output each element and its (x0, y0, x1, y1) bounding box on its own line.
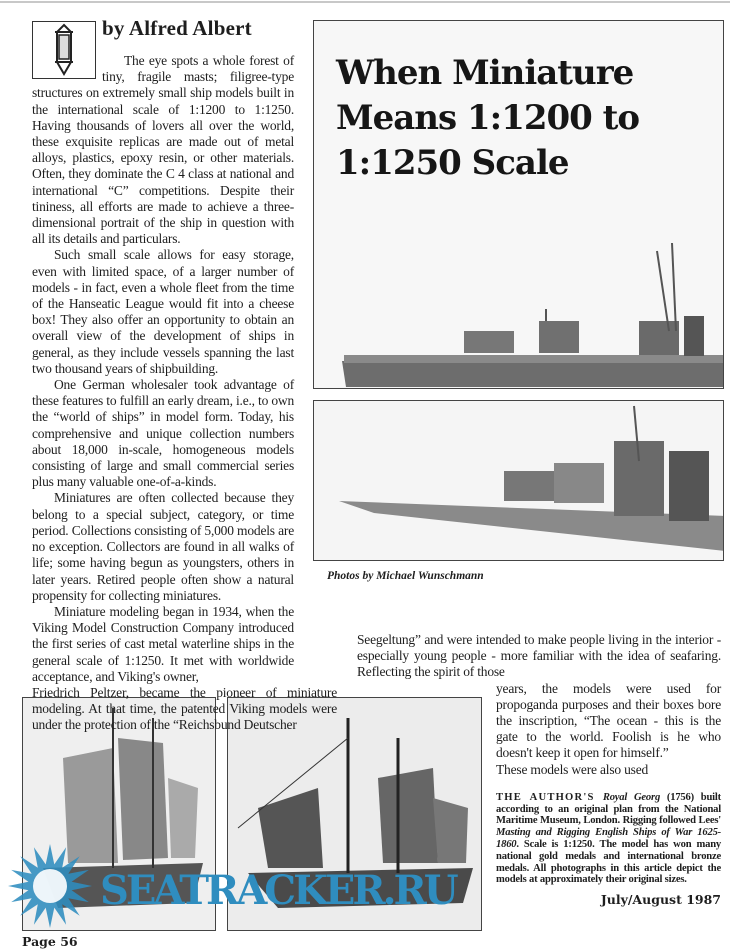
paragraph: One German wholesaler took advantage of these features to fulfill an early dream, i.e., to own the “world of ships” in model form. Today, his comprehensive and unique collection numbers about 18,000 in-scale, homogeneous models consisting of large and small commercial series plus many valuable one-of-a-kinds. (32, 377, 294, 490)
headline: When Miniature Means 1:1200 to 1:1250 Scale (336, 53, 640, 183)
page-number: Page 56 (22, 934, 78, 949)
photo-caption: THE AUTHOR'S Royal Georg (1756) built according to an original plan from the National Maritime Museum, London. Rigging followed Lees' Masting and Rigging English Ships of War 1625-1860. Scale is 1:1250. The model has won many national gold medals and international bronze medals. All photographs in this article depict the models at approximately their original sizes. (496, 791, 722, 886)
paragraph: years, the models were used for propoganda purposes and their boxes bore the inscription, “The ocean - this is the gate to the world. Foolish is he who doesn't keep it open for himself.” (496, 680, 721, 761)
paragraph: Seegeltung” and were intended to make people living in the interior - especially young people - more familiar with the idea of seafaring. Reflecting the spirit of those (357, 632, 721, 680)
photo-credit: Photos by Michael Wunschmann (327, 570, 484, 582)
watermark-text: SEATRACKER.RU (100, 867, 456, 914)
headline-photo-warship (313, 20, 724, 389)
article-column-right (357, 632, 721, 908)
paragraph: Such small scale allows for easy storage, even with limited space, of a larger number of models - in fact, even a whole fleet from the time of the Hanseatic League would fit into a cheese box! They also offer an opportunity to obtain an overall view of the development of ships in general, as they include vessels spanning the last two thousand years of shipbuilding. (32, 247, 294, 376)
paragraph-continuation-wide: Friedrich Peltzer, became the pioneer of miniature modeling. At that time, the patented Viking models were under the protection of the “Reichsbund Deutscher (32, 684, 337, 733)
paragraph: Miniatures are often collected because they belong to a special subject, category, or time period. Collections consisting of 5,000 models are no exception. Collectors are found in all walks of life; some having begun as youngsters, others in later years. Retired people often show a natural propensity for collecting miniatures. (32, 490, 294, 603)
top-rule (0, 1, 730, 3)
paragraph: These models were also used (496, 761, 649, 777)
paragraph: The eye spots a whole forest of tiny, fragile masts; filigree-type structures on extremely small ship models built in the international scale of 1:1200 to 1:1250. Having thousands of lovers all over the world, these exquisite replicas are made out of metal alloys, plastics, epoxy resin, or other materials. Often, they dominate the C 4 class at national and international “C” competitions. Despite their tininess, all efforts are made to achieve a three-dimensional portrait of the ship in question with all its details and particulars. (32, 53, 294, 247)
article-column-left (32, 53, 337, 734)
byline: by Alfred Albert (102, 16, 252, 40)
issue-date: July/August 1987 (600, 892, 721, 908)
warship-deck-image (314, 401, 724, 561)
paragraph: Miniature modeling began in 1934, when the Viking Model Construction Company introduced the first series of cast metal waterline ships in the general scale of 1:1250. It met with worldwide acceptance, and Viking's owner, (32, 603, 294, 684)
warship-photo-2 (313, 400, 724, 561)
